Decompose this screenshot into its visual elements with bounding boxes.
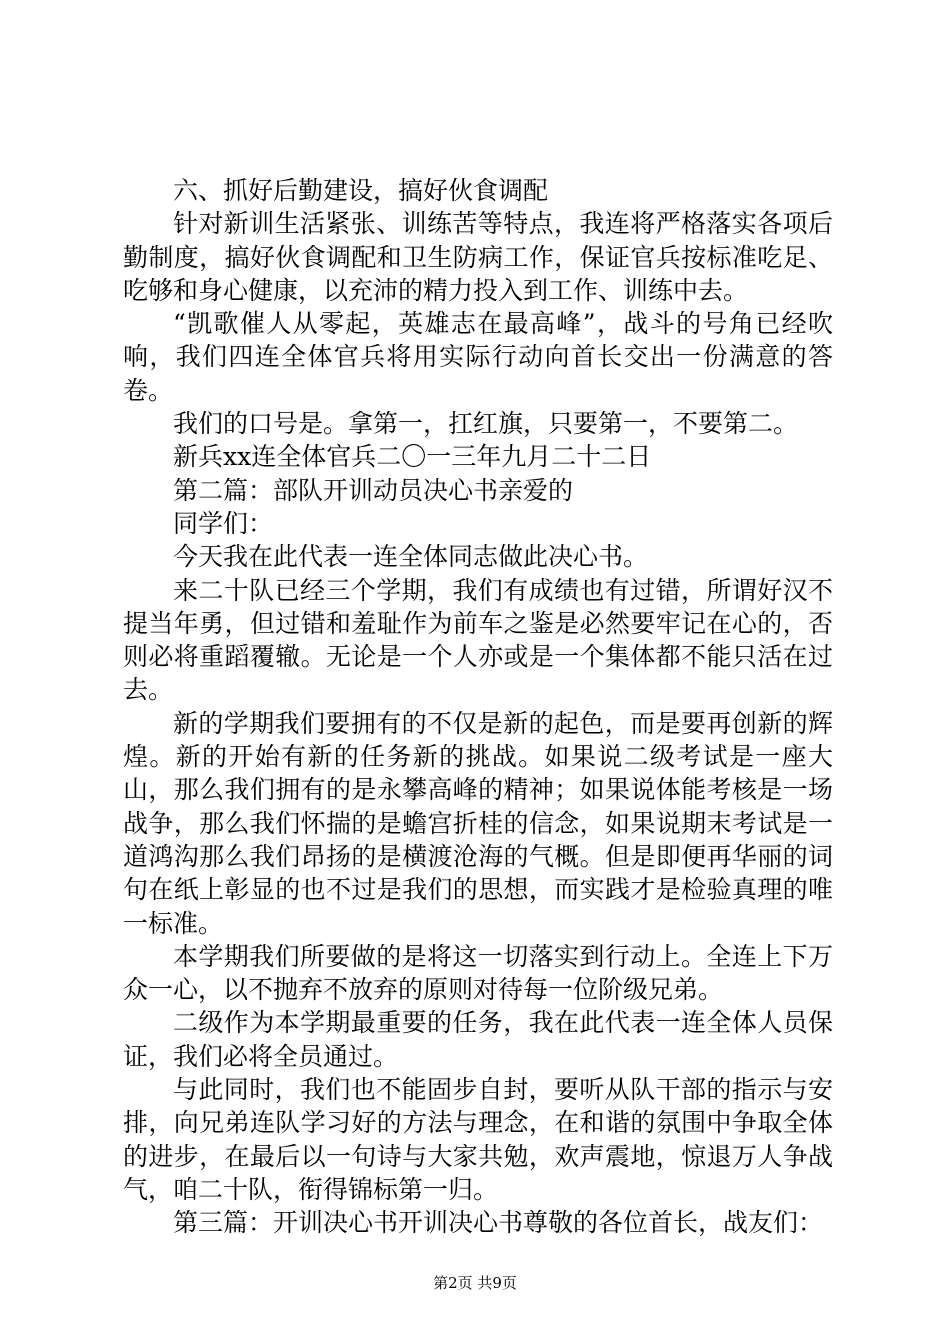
paragraph: 针对新训生活紧张、训练苦等特点，我连将严格落实各项后勤制度，搞好伙食调配和卫生防病工作，保证官兵按标准吃足、吃够和身心健康，以充沛的精力投入到工作、训练中去。 [123, 209, 833, 305]
section-heading-second-article: 第二篇：部队开训动员决心书亲爱的 [173, 475, 574, 505]
section-heading-logistics: 六、抓好后勤建设，搞好伙食调配 [173, 176, 549, 205]
paragraph: 来二十队已经三个学期，我们有成绩也有过错，所谓好汉不提当年勇，但过错和羞耻作为前车之鉴是必然要牢记在心的，否则必将重蹈覆辙。无论是一个人亦或是一个集体都不能只活在过去。 [123, 575, 833, 705]
paragraph: 今天我在此代表一连全体同志做此决心书。 [173, 542, 649, 572]
slogan-paragraph: 我们的口号是。拿第一，扛红旗，只要第一，不要第二。 [173, 409, 799, 439]
page-number-footer: 第2页 共9页 [433, 1274, 517, 1292]
paragraph: 与此同时，我们也不能固步自封，要听从队干部的指示与安排，向兄弟连队学习好的方法与理念，在和谐的氛围中争取全体的进步，在最后以一句诗与大家共勉，欢声震地，惊退万人争战气，咱二十队，衔得锦标第一归。 [123, 1075, 833, 1204]
paragraph: 二级作为本学期最重要的任务，我在此代表一连全体人员保证，我们必将全员通过。 [123, 1008, 833, 1071]
salutation: 同学们： [173, 508, 274, 538]
section-heading-third-article: 第三篇：开训决心书开训决心书尊敬的各位首长，战友们： [173, 1208, 824, 1238]
signature-line: 新兵xx连全体官兵二〇一三年九月二十二日 [173, 442, 652, 472]
paragraph: 本学期我们所要做的是将这一切落实到行动上。全连上下万众一心，以不抛弃不放弃的原则对待每一位阶级兄弟。 [123, 941, 833, 1005]
paragraph: “凯歌催人从零起，英雄志在最高峰”，战斗的号角已经吹响，我们四连全体官兵将用实际行动向首长交出一份满意的答卷。 [123, 309, 833, 405]
paragraph: 新的学期我们要拥有的不仅是新的起色，而是要再创新的辉煌。新的开始有新的任务新的挑战。如果说二级考试是一座大山，那么我们拥有的是永攀高峰的精神；如果说体能考核是一场战争，那么我们怀揣的是蟾宫折桂的信念，如果说期末考试是一道鸿沟那么我们昂扬的是横渡沧海的气概。但是即便再华丽的词句在纸上彰显的也不过是我们的思想，而实践才是检验真理的唯一标准。 [123, 708, 833, 938]
document-body [123, 174, 833, 1240]
